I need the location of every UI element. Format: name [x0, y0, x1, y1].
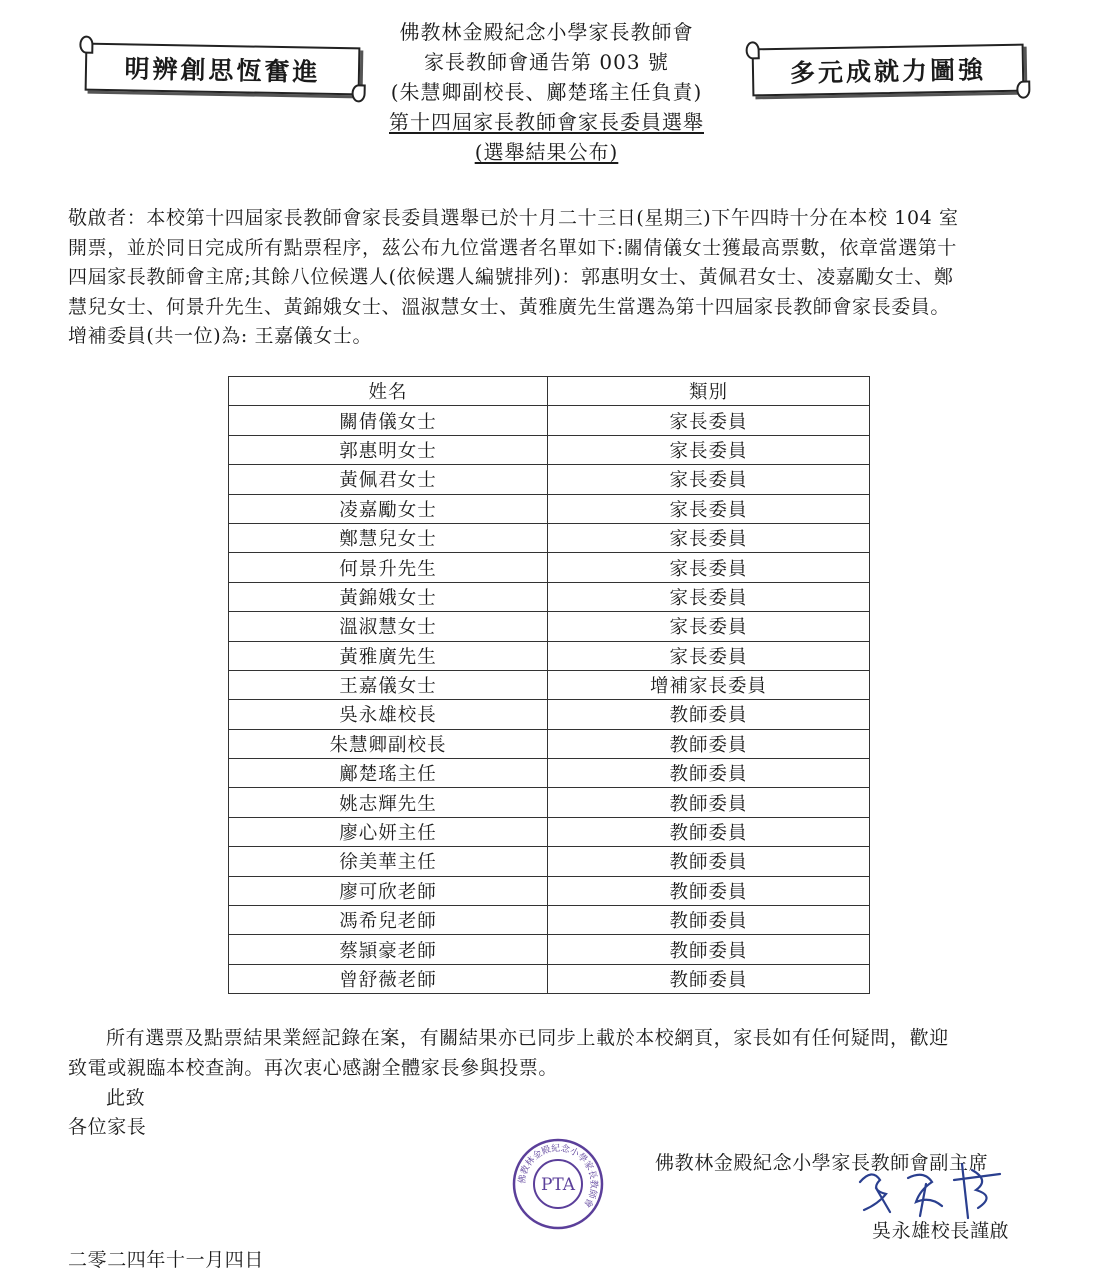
- table-row: [229, 612, 870, 641]
- name-cell: 曾舒薇老師: [229, 964, 548, 993]
- intro-line: 慧兒女士、何景升先生、黃錦娥女士、溫淑慧女士、黃雅廣先生當選為第十四屆家長教師會家長委員。: [68, 295, 951, 318]
- notice-date: 二零二四年十一月四日: [68, 1249, 265, 1271]
- table-row: [229, 494, 870, 523]
- seal-ring-text: 佛教林金殿紀念小學家長教師會: [517, 1143, 599, 1209]
- signature-name: 吳永雄校長謹啟: [872, 1220, 1010, 1242]
- school-name: 佛教林金殿紀念小學家長教師會: [399, 20, 694, 44]
- table-header-row: [229, 377, 870, 406]
- category-cell: 教師委員: [548, 935, 870, 964]
- name-cell: 何景升先生: [229, 553, 548, 582]
- name-cell: 廖可欣老師: [229, 876, 548, 905]
- table-row: [229, 876, 870, 905]
- category-cell: 家長委員: [548, 435, 870, 464]
- signature-organization: 佛教林金殿紀念小學家長教師會副主席: [655, 1152, 989, 1174]
- category-cell: 教師委員: [548, 964, 870, 993]
- name-cell: 黃錦娥女士: [229, 582, 548, 611]
- name-cell: 馮希兒老師: [229, 906, 548, 935]
- category-cell: 家長委員: [548, 641, 870, 670]
- name-cell: 郭惠明女士: [229, 435, 548, 464]
- committee-table: [228, 376, 870, 994]
- name-cell: 關倩儀女士: [229, 406, 548, 435]
- salutation-recipient: 各位家長: [68, 1116, 147, 1138]
- name-cell: 廖心妍主任: [229, 817, 548, 846]
- intro-line: 敬啟者：本校第十四屆家長教師會家長委員選舉已於十月二十三日(星期三)下午四時十分在本校 104 室: [68, 207, 959, 229]
- name-cell: 黃佩君女士: [229, 465, 548, 494]
- name-cell: 溫淑慧女士: [229, 612, 548, 641]
- name-cell: 姚志輝先生: [229, 788, 548, 817]
- category-cell: 教師委員: [548, 906, 870, 935]
- table-row: [229, 759, 870, 788]
- name-cell: 吳永雄校長: [229, 700, 548, 729]
- pta-seal-stamp: [512, 1138, 604, 1230]
- table-row: [229, 906, 870, 935]
- category-cell: 家長委員: [548, 582, 870, 611]
- notice-header: [0, 17, 1093, 167]
- table-row: [229, 700, 870, 729]
- notice-subtitle: (選舉結果公布): [474, 140, 619, 164]
- category-cell: 家長委員: [548, 553, 870, 582]
- table-row: [229, 435, 870, 464]
- category-cell: 教師委員: [548, 700, 870, 729]
- motto-right-text: 多元成就力圖強: [789, 55, 987, 88]
- category-cell: 家長委員: [548, 406, 870, 435]
- table-row: [229, 523, 870, 552]
- table-row: [229, 964, 870, 993]
- intro-paragraph: [68, 204, 1043, 352]
- table-row: [229, 553, 870, 582]
- column-header-category: 類別: [548, 377, 870, 406]
- salutation-ci-zhi: 此致: [106, 1087, 146, 1109]
- table-row: [229, 406, 870, 435]
- name-cell: 鄺楚瑤主任: [229, 759, 548, 788]
- column-header-name: 姓名: [229, 377, 548, 406]
- category-cell: 家長委員: [548, 494, 870, 523]
- table-row: [229, 788, 870, 817]
- responsible-persons: (朱慧卿副校長、鄺楚瑤主任負責): [390, 80, 703, 104]
- category-cell: 家長委員: [548, 523, 870, 552]
- table-row: [229, 729, 870, 758]
- intro-line: 開票，並於同日完成所有點票程序，茲公布九位當選者名單如下:關倩儀女士獲最高票數，依章當選第十: [68, 236, 958, 259]
- category-cell: 家長委員: [548, 612, 870, 641]
- handwritten-signature: [850, 1160, 1020, 1220]
- table-row: [229, 670, 870, 699]
- name-cell: 蔡頴豪老師: [229, 935, 548, 964]
- table-row: [229, 847, 870, 876]
- table-row: [229, 465, 870, 494]
- category-cell: 教師委員: [548, 759, 870, 788]
- category-cell: 教師委員: [548, 729, 870, 758]
- category-cell: 增補家長委員: [548, 670, 870, 699]
- category-cell: 教師委員: [548, 847, 870, 876]
- intro-line: 增補委員(共一位)為: 王嘉儀女士。: [68, 325, 373, 348]
- name-cell: 王嘉儀女士: [229, 670, 548, 699]
- name-cell: 鄭慧兒女士: [229, 523, 548, 552]
- table-row: [229, 817, 870, 846]
- intro-line: 四屆家長教師會主席;其餘八位候選人(依候選人編號排列)：郭惠明女士、黃佩君女士、凌嘉勵女士、鄭: [68, 266, 954, 289]
- closing-paragraph: [68, 1024, 1043, 1083]
- name-cell: 徐美華主任: [229, 847, 548, 876]
- name-cell: 朱慧卿副校長: [229, 729, 548, 758]
- seal-pta-text: PTA: [540, 1175, 576, 1195]
- notice-title: 第十四屆家長教師會家長委員選舉: [389, 110, 704, 134]
- closing-line: 致電或親臨本校查詢。再次衷心感謝全體家長參與投票。: [68, 1056, 559, 1079]
- category-cell: 教師委員: [548, 817, 870, 846]
- category-cell: 教師委員: [548, 788, 870, 817]
- name-cell: 黃雅廣先生: [229, 641, 548, 670]
- motto-left-text: 明辨創思恆奮進: [124, 54, 321, 87]
- category-cell: 家長委員: [548, 465, 870, 494]
- category-cell: 教師委員: [548, 876, 870, 905]
- notice-number: 家長教師會通告第 003 號: [424, 50, 669, 74]
- name-cell: 凌嘉勵女士: [229, 494, 548, 523]
- closing-line: 所有選票及點票結果業經記錄在案，有關結果亦已同步上載於本校網頁，家長如有任何疑問，歡迎: [106, 1027, 949, 1049]
- table-row: [229, 582, 870, 611]
- table-row: [229, 935, 870, 964]
- table-row: [229, 641, 870, 670]
